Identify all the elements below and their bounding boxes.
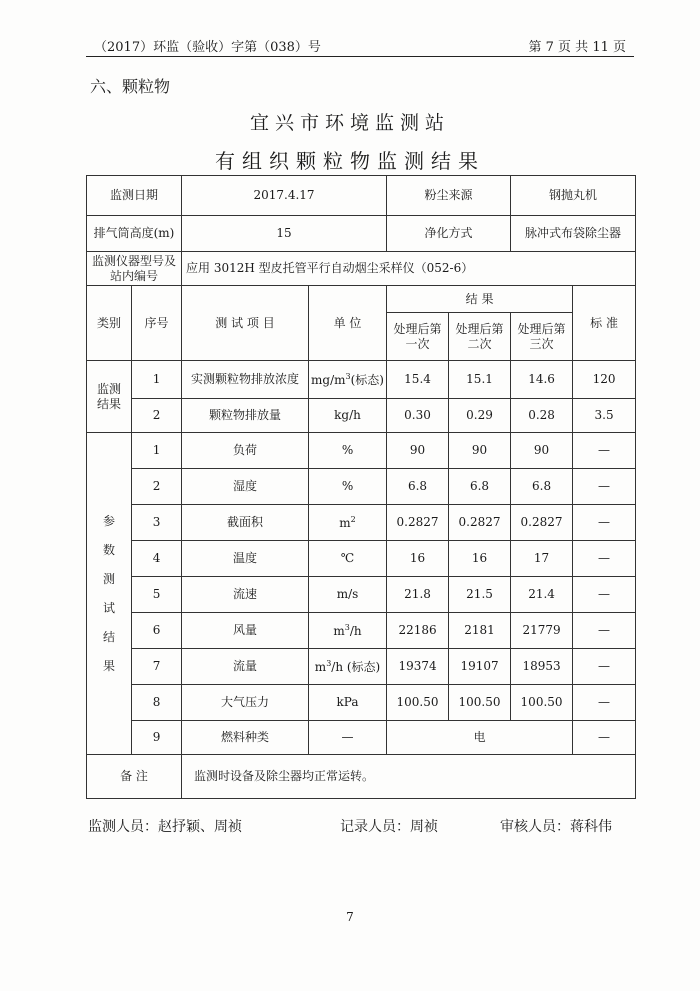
row-seq: 8 xyxy=(132,685,182,721)
table-row xyxy=(87,685,636,721)
row-value-2: 21.5 xyxy=(449,577,511,613)
row-standard: — xyxy=(573,469,636,505)
report-number: （2017）环监（验收）字第（038）号 xyxy=(94,40,321,55)
row-standard: — xyxy=(573,721,636,755)
row-item: 流量 xyxy=(182,649,309,685)
col-item: 测 试 项 目 xyxy=(182,286,309,361)
date-label: 监测日期 xyxy=(87,176,182,216)
monitor-category: 监测结果 xyxy=(87,361,132,433)
page-number: 7 xyxy=(346,910,354,924)
row-value-3: 17 xyxy=(511,541,573,577)
row-unit: $mg/m^3$(标态) xyxy=(309,361,387,399)
row-seq: 2 xyxy=(132,469,182,505)
row-seq: 1 xyxy=(132,361,182,399)
col-category: 类别 xyxy=(87,286,132,361)
col-run-1: 处理后第一次 xyxy=(387,313,449,361)
row-item: 颗粒物排放量 xyxy=(182,399,309,433)
row-item: 流速 xyxy=(182,577,309,613)
row-value-2: 0.29 xyxy=(449,399,511,433)
row-unit: $m^3/h$ (标态) xyxy=(309,649,387,685)
info-row-2 xyxy=(87,216,636,252)
row-item: 实测颗粒物排放浓度 xyxy=(182,361,309,399)
recorder-staff: 记录人员：周祯 xyxy=(340,819,438,835)
remark-label: 备 注 xyxy=(87,755,182,799)
row-value-3: 100.50 xyxy=(511,685,573,721)
row-standard: 3.5 xyxy=(573,399,636,433)
row-item: 风量 xyxy=(182,613,309,649)
row-value-1: 15.4 xyxy=(387,361,449,399)
row-item: 负荷 xyxy=(182,433,309,469)
row-seq: 5 xyxy=(132,577,182,613)
row-value-1: 21.8 xyxy=(387,577,449,613)
row-value-3: 90 xyxy=(511,433,573,469)
row-value-3: 18953 xyxy=(511,649,573,685)
source-value: 钢抛丸机 xyxy=(511,176,636,216)
row-value-3: 0.2827 xyxy=(511,505,573,541)
row-value-1: 100.50 xyxy=(387,685,449,721)
table-row xyxy=(87,649,636,685)
row-value-2: 6.8 xyxy=(449,469,511,505)
row-unit: ℃ xyxy=(309,541,387,577)
row-standard: — xyxy=(573,433,636,469)
param-category: 参 数 测 试 结 果 xyxy=(87,433,132,755)
results-table xyxy=(86,175,636,799)
page-counter: 第 7 页 共 11 页 xyxy=(528,40,626,55)
info-row-3 xyxy=(87,252,636,286)
table-row xyxy=(87,505,636,541)
row-seq: 1 xyxy=(132,433,182,469)
row-value-1: 0.30 xyxy=(387,399,449,433)
row-value-2: 90 xyxy=(449,433,511,469)
col-run-3: 处理后第三次 xyxy=(511,313,573,361)
row-value-2: 15.1 xyxy=(449,361,511,399)
row-value-2: 19107 xyxy=(449,649,511,685)
row-seq: 6 xyxy=(132,613,182,649)
row-value-3: 14.6 xyxy=(511,361,573,399)
row-seq: 9 xyxy=(132,721,182,755)
table-row xyxy=(87,721,636,755)
row-item: 截面积 xyxy=(182,505,309,541)
column-header-row-1 xyxy=(87,286,636,313)
fuel-value: 电 xyxy=(387,721,573,755)
row-item: 温度 xyxy=(182,541,309,577)
purify-value: 脉冲式布袋除尘器 xyxy=(511,216,636,252)
row-value-1: 0.2827 xyxy=(387,505,449,541)
station-title: 宜兴市环境监测站 xyxy=(249,112,450,134)
remark-row xyxy=(87,755,636,799)
row-unit: kPa xyxy=(309,685,387,721)
report-title: 有组织颗粒物监测结果 xyxy=(215,149,485,173)
table-row xyxy=(87,399,636,433)
row-unit: % xyxy=(309,433,387,469)
stack-height-value: 15 xyxy=(182,216,387,252)
remark-value: 监测时设备及除尘器均正常运转。 xyxy=(182,755,636,799)
row-value-2: 100.50 xyxy=(449,685,511,721)
row-standard: — xyxy=(573,685,636,721)
table-row xyxy=(87,433,636,469)
row-unit: — xyxy=(309,721,387,755)
page-header xyxy=(86,36,634,57)
table-row xyxy=(87,361,636,399)
row-value-1: 22186 xyxy=(387,613,449,649)
row-value-2: 0.2827 xyxy=(449,505,511,541)
row-unit: $m^3/h$ xyxy=(309,613,387,649)
info-row-1 xyxy=(87,176,636,216)
purify-label: 净化方式 xyxy=(387,216,511,252)
row-unit: m/s xyxy=(309,577,387,613)
table-row xyxy=(87,613,636,649)
row-value-1: 90 xyxy=(387,433,449,469)
stack-height-label: 排气筒高度(m) xyxy=(87,216,182,252)
row-value-1: 6.8 xyxy=(387,469,449,505)
table-row xyxy=(87,541,636,577)
row-item: 大气压力 xyxy=(182,685,309,721)
row-standard: — xyxy=(573,649,636,685)
row-unit: % xyxy=(309,469,387,505)
row-item: 燃料种类 xyxy=(182,721,309,755)
col-results: 结 果 xyxy=(387,286,573,313)
row-value-3: 6.8 xyxy=(511,469,573,505)
reviewer-staff: 审核人员：蒋科伟 xyxy=(500,819,612,835)
table-row xyxy=(87,469,636,505)
table-row xyxy=(87,577,636,613)
col-standard: 标 准 xyxy=(573,286,636,361)
section-title: 六、颗粒物 xyxy=(90,77,171,96)
row-value-1: 16 xyxy=(387,541,449,577)
row-standard: — xyxy=(573,541,636,577)
row-value-2: 16 xyxy=(449,541,511,577)
row-standard: — xyxy=(573,505,636,541)
col-seq: 序号 xyxy=(132,286,182,361)
row-value-3: 21779 xyxy=(511,613,573,649)
date-value: 2017.4.17 xyxy=(182,176,387,216)
monitor-staff: 监测人员：赵抒颖、周祯 xyxy=(88,819,242,835)
row-value-3: 0.28 xyxy=(511,399,573,433)
row-standard: — xyxy=(573,613,636,649)
row-value-3: 21.4 xyxy=(511,577,573,613)
row-standard: 120 xyxy=(573,361,636,399)
instrument-value: 应用 3012H 型皮托管平行自动烟尘采样仪（052-6） xyxy=(182,252,636,286)
row-unit: $m^2$ xyxy=(309,505,387,541)
row-seq: 2 xyxy=(132,399,182,433)
col-run-2: 处理后第二次 xyxy=(449,313,511,361)
source-label: 粉尘来源 xyxy=(387,176,511,216)
row-seq: 7 xyxy=(132,649,182,685)
col-unit: 单 位 xyxy=(309,286,387,361)
row-standard: — xyxy=(573,577,636,613)
row-item: 湿度 xyxy=(182,469,309,505)
instrument-label: 监测仪器型号及站内编号 xyxy=(87,252,182,286)
row-seq: 3 xyxy=(132,505,182,541)
row-value-2: 2181 xyxy=(449,613,511,649)
row-seq: 4 xyxy=(132,541,182,577)
row-unit: kg/h xyxy=(309,399,387,433)
row-value-1: 19374 xyxy=(387,649,449,685)
